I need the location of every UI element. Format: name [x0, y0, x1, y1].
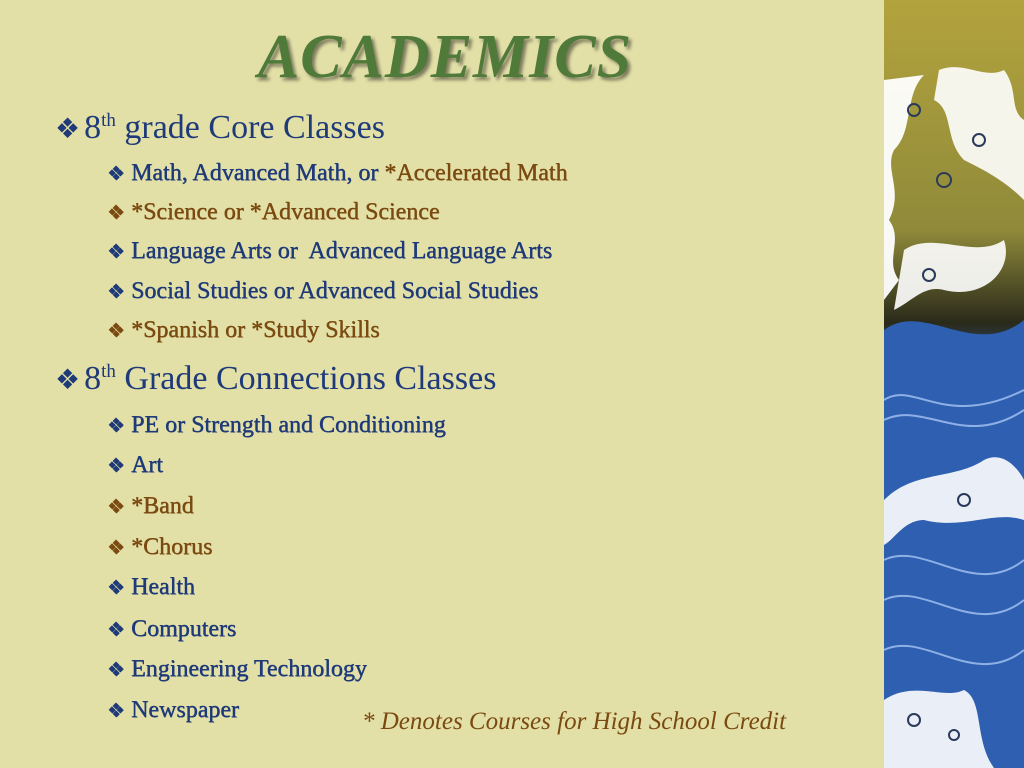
- diamond-bullet-icon: ❖: [107, 241, 125, 263]
- credit-course-text: *Accelerated Math: [384, 160, 568, 186]
- credit-course-text: *Spanish or *Study Skills: [130, 317, 380, 343]
- diamond-bullet-icon: ❖: [107, 659, 125, 681]
- wave-illustration: [884, 0, 1024, 768]
- list-item-pe: [107, 413, 446, 437]
- diamond-bullet-icon: ❖: [55, 365, 81, 396]
- slide-title: ACADEMICS: [257, 23, 633, 91]
- grade-suffix: th: [101, 110, 116, 131]
- item-text: Computers: [130, 616, 237, 642]
- credit-course-text: *Band: [130, 493, 194, 519]
- list-item-art: [107, 453, 163, 477]
- list-item-newspaper: [107, 698, 239, 722]
- diamond-bullet-icon: ❖: [107, 496, 125, 518]
- list-item-language-arts: [107, 239, 552, 263]
- diamond-bullet-icon: ❖: [107, 320, 125, 342]
- list-item-chorus: [107, 535, 212, 559]
- grade-number: 8: [84, 360, 102, 397]
- section-heading-text: grade Core Classes: [124, 109, 385, 146]
- list-item-health: [107, 575, 195, 599]
- item-text: Newspaper: [130, 697, 239, 723]
- item-text: Language Arts or Advanced Language Arts: [130, 238, 553, 264]
- item-text: Health: [130, 574, 195, 600]
- diamond-bullet-icon: ❖: [55, 114, 81, 145]
- credit-course-text: *Science or *Advanced Science: [130, 199, 440, 225]
- diamond-bullet-icon: ❖: [107, 537, 125, 559]
- list-item-social-studies: [107, 279, 538, 303]
- item-text: Engineering Technology: [130, 656, 367, 682]
- diamond-bullet-icon: ❖: [107, 415, 125, 437]
- section-heading-connections: [55, 362, 496, 396]
- credit-course-text: *Chorus: [130, 534, 213, 560]
- diamond-bullet-icon: ❖: [107, 163, 125, 185]
- list-item-band: [107, 494, 194, 518]
- list-item-computers: [107, 617, 236, 641]
- list-item-spanish: [107, 318, 380, 342]
- item-text: PE or Strength and Conditioning: [130, 412, 446, 438]
- diamond-bullet-icon: ❖: [107, 281, 125, 303]
- list-item-math: [107, 161, 567, 185]
- list-item-engineering: [107, 657, 367, 681]
- grade-number: 8: [84, 109, 102, 146]
- diamond-bullet-icon: ❖: [107, 619, 125, 641]
- diamond-bullet-icon: ❖: [107, 455, 125, 477]
- list-item-science: [107, 200, 439, 224]
- grade-suffix: th: [101, 361, 116, 382]
- diamond-bullet-icon: ❖: [107, 202, 125, 224]
- diamond-bullet-icon: ❖: [107, 577, 125, 599]
- item-text: Art: [130, 452, 163, 478]
- section-heading-core: [55, 111, 385, 145]
- footnote: * Denotes Courses for High School Credit: [362, 708, 787, 735]
- item-text: Math, Advanced Math, or: [130, 160, 385, 186]
- item-text: Social Studies or Advanced Social Studies: [130, 278, 539, 304]
- section-heading-text: Grade Connections Classes: [124, 360, 497, 397]
- diamond-bullet-icon: ❖: [107, 700, 125, 722]
